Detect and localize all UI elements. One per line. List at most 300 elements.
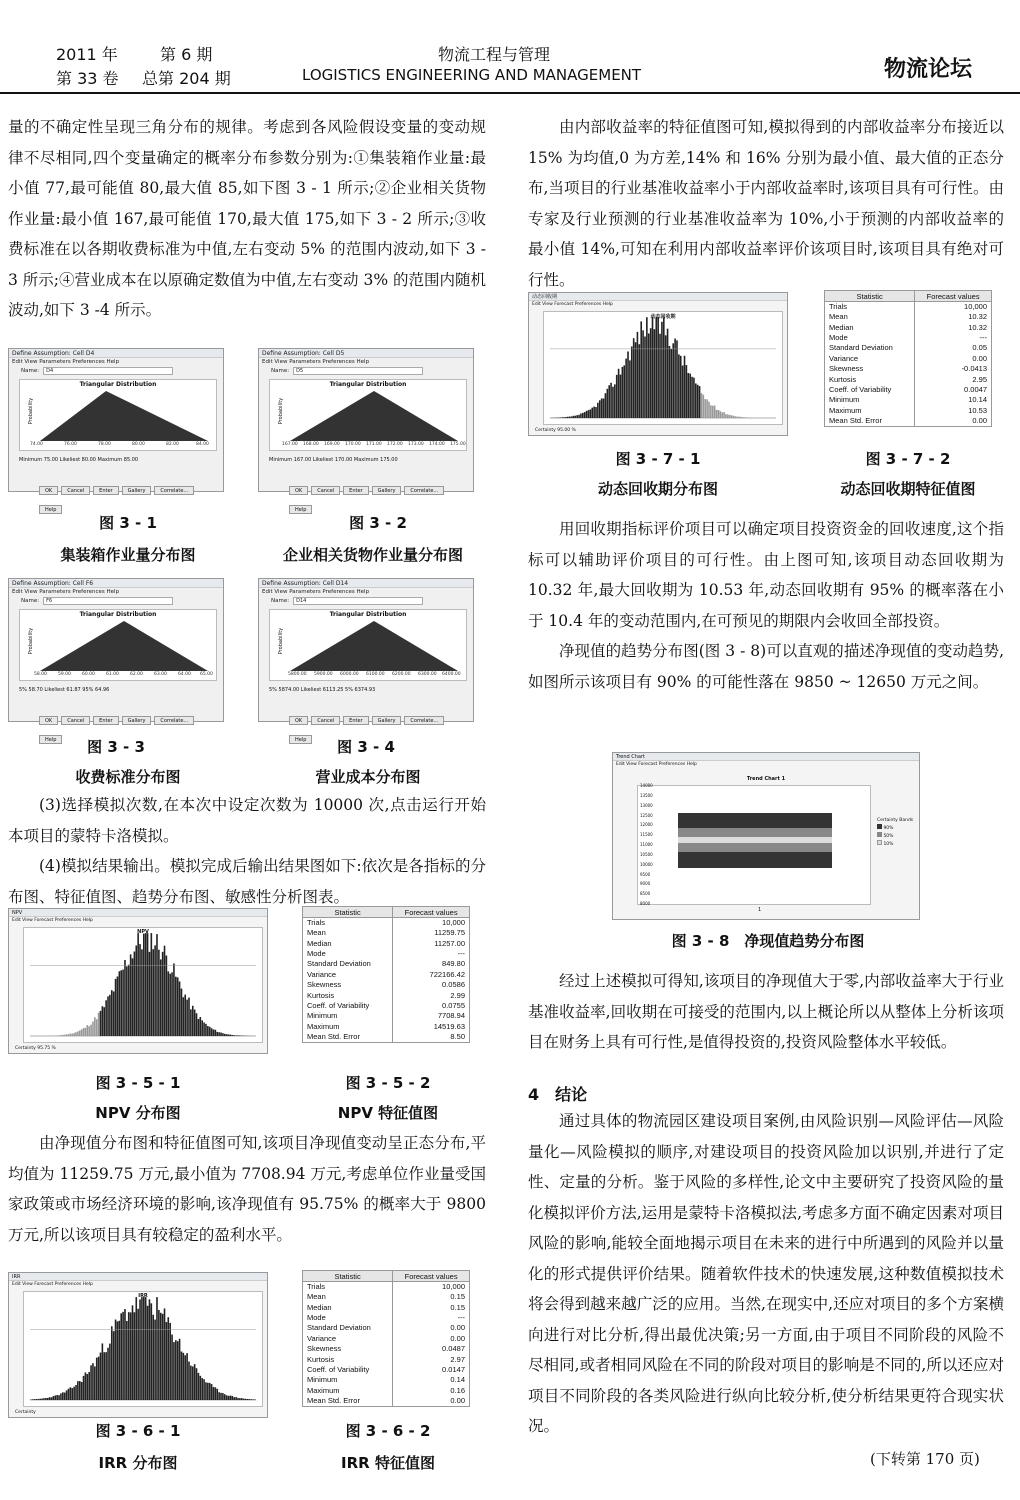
ok-button[interactable]: OK: [39, 486, 58, 495]
paragraph: 量的不确定性呈现三角分布的规律。考虑到各风险假设变量的变动规律不尽相同,四个变量确定的概率分布参数分别为:①集装箱作业量:最小值 77,最可能值 80,最大值 85,如下图 3 - 1 所示;②企业相关货物作业量:最小值 167,最可能值 170,最大值 175,如下 3 - 2 所示;③收费标准在以各期收费标准为中值,左右变动 5% 的范围内波动,如下 3 - 3 所示;④营业成本在以原确定数值为中值,左右变动 3% 的范围内随机波动,如下 3 -4 所示。: [8, 118, 486, 319]
histogram-bar: [87, 1374, 89, 1400]
histogram-bar: [663, 317, 665, 418]
histogram-bar: [200, 1376, 202, 1400]
gallery-button[interactable]: Gallery: [372, 486, 402, 495]
histogram-bar: [71, 1034, 73, 1036]
figure-3-5-1-number: 图 3 - 5 - 1: [95, 1074, 181, 1092]
stat-value: 849.80: [393, 959, 470, 969]
histogram-bar: [682, 365, 684, 418]
histogram-bar: [135, 1297, 137, 1400]
histogram-bar: [578, 415, 580, 418]
header-total-issue: 总第 204 期: [142, 69, 231, 88]
histogram-bar: [627, 351, 629, 418]
assumption-window-f6[interactable]: [8, 578, 224, 743]
histogram-bar: [154, 1320, 156, 1400]
stat-value: 2.99: [393, 990, 470, 1000]
histogram-bar: [68, 1389, 70, 1400]
histogram-bar: [608, 385, 610, 418]
x-tick: 167.00: [282, 442, 298, 447]
stat-value: 0.00: [393, 1323, 470, 1333]
npv-forecast-window[interactable]: [8, 908, 268, 1054]
histogram-bar: [669, 346, 671, 418]
stats-row: [303, 1032, 470, 1043]
certainty-row[interactable]: Certainty 95.75 %: [15, 1046, 56, 1051]
menu-bar[interactable]: Edit View Forecast Preferences Help: [616, 762, 697, 767]
payback-histogram: [544, 312, 782, 424]
name-field[interactable]: D4: [43, 367, 173, 375]
stats-row: [303, 1292, 470, 1302]
histogram-bar: [237, 1398, 239, 1400]
histogram-bar: [171, 1335, 173, 1400]
irr-histogram: [24, 1292, 262, 1406]
legend-label: 50%: [883, 834, 894, 839]
x-tick: 5900.00: [314, 672, 333, 677]
gallery-button[interactable]: Gallery: [372, 716, 402, 725]
y-tick: 13500: [640, 792, 653, 798]
irr-forecast-window[interactable]: [8, 1272, 268, 1418]
figure-3-3-name: 收费标准分布图: [75, 768, 181, 786]
name-field[interactable]: F6: [43, 597, 173, 605]
right-para-2-3: [528, 514, 1004, 697]
histogram-bar: [232, 1035, 234, 1036]
stat-label: Minimum: [303, 1011, 393, 1021]
stats-row: [825, 385, 992, 395]
histogram-bar: [198, 1373, 200, 1400]
right-para-1: [528, 112, 1004, 295]
band-90-lower: [678, 852, 832, 867]
x-tick: 84.00: [196, 442, 209, 447]
name-field[interactable]: D5: [293, 367, 423, 375]
figure-3-1-number: 图 3 - 1: [99, 514, 157, 532]
help-button[interactable]: Help: [39, 505, 62, 514]
histogram-bar: [216, 1389, 218, 1400]
stats-row: [303, 1011, 470, 1021]
histogram-bar: [742, 417, 744, 418]
enter-button[interactable]: Enter: [93, 486, 118, 495]
x-tick: 6000.00: [340, 672, 359, 677]
correlate-button[interactable]: Correlate...: [154, 716, 194, 725]
x-tick: 5800.00: [288, 672, 307, 677]
figure-3-6-1-number: 图 3 - 6 - 1: [95, 1422, 181, 1440]
histogram-bar: [190, 1009, 192, 1036]
histogram-bar: [746, 417, 748, 418]
stats-row: [825, 322, 992, 332]
stats-row: [303, 970, 470, 980]
legend-item-10: [877, 840, 913, 848]
x-tick: 170.00: [345, 442, 361, 447]
menu-bar[interactable]: Edit View Forecast Preferences Help: [532, 302, 613, 307]
legend-item-50: [877, 832, 913, 840]
stats-row: [825, 374, 992, 384]
histogram-bar: [194, 1010, 196, 1036]
certainty-row[interactable]: Certainty 95.00 %: [535, 428, 576, 433]
stat-label: Skewness: [825, 364, 915, 374]
histogram-bar: [252, 1399, 254, 1400]
help-button[interactable]: Help: [39, 735, 62, 744]
y-axis-label: Probability: [278, 397, 285, 425]
histogram-bar: [53, 1396, 55, 1400]
histogram-bar: [175, 977, 177, 1036]
histogram-bar: [661, 322, 663, 418]
histogram-bar: [693, 378, 695, 418]
histogram-bar: [68, 1034, 70, 1036]
histogram-bar: [665, 335, 667, 418]
stat-label: Variance: [303, 1334, 393, 1344]
window-title: Trend Chart: [613, 753, 919, 761]
stats-row: [303, 1282, 470, 1293]
histogram-bar: [228, 1396, 230, 1400]
histogram-bar: [218, 1032, 220, 1036]
window-title: Define Assumption: Cell D5: [259, 349, 473, 358]
stat-value: 0.00: [393, 1334, 470, 1344]
stats-row: [303, 1396, 470, 1407]
header-volume: 第 33 卷: [56, 69, 119, 88]
histogram-bar: [128, 965, 130, 1036]
histogram-bar: [233, 1397, 235, 1400]
histogram-bar: [71, 1388, 73, 1400]
stat-label: Trials: [303, 918, 393, 929]
histogram-bar: [599, 400, 601, 418]
histogram-bar: [135, 946, 137, 1036]
histogram-bar: [96, 1019, 98, 1036]
histogram-bar: [610, 383, 612, 418]
histogram-bar: [98, 1013, 100, 1036]
histogram-bar: [47, 1398, 49, 1400]
parameter-row[interactable]: 5% 5874.00 Likeliest 6113.25 5% 6374.93: [269, 687, 376, 693]
histogram-bar: [703, 395, 705, 418]
figure-3-5-2-name: NPV 特征值图: [337, 1104, 439, 1122]
stat-label: Median: [825, 322, 915, 332]
legend-item-90: [877, 824, 913, 832]
menu-bar[interactable]: Edit View Parameters Preferences Help: [262, 359, 370, 365]
histogram-bar: [92, 1363, 94, 1400]
histogram-bar: [122, 1312, 124, 1400]
stat-value: 0.0755: [393, 1001, 470, 1011]
histogram-bar: [124, 960, 126, 1036]
histogram-bar: [115, 979, 117, 1036]
x-tick: 169.00: [324, 442, 340, 447]
button-row: [39, 477, 209, 513]
stat-label: Kurtosis: [303, 990, 393, 1000]
histogram-bar: [565, 417, 567, 418]
histogram-bar: [34, 1399, 36, 1400]
histogram-bar: [586, 411, 588, 418]
histogram-bar: [582, 413, 584, 418]
cancel-button[interactable]: Cancel: [311, 486, 340, 495]
figure-3-7-1-name: 动态回收期分布图: [597, 480, 718, 498]
histogram-bar: [699, 386, 701, 418]
figure-3-6-1-name: IRR 分布图: [98, 1454, 178, 1472]
x-tick: 74.00: [30, 442, 43, 447]
histogram-bar: [158, 950, 160, 1036]
histogram-bar: [704, 399, 706, 418]
stat-label: Trials: [303, 1282, 393, 1293]
x-tick: 78.00: [98, 442, 111, 447]
histogram-bar: [731, 415, 733, 418]
stat-label: Mean Std. Error: [303, 1032, 393, 1043]
ok-button[interactable]: OK: [289, 486, 308, 495]
stat-value: 10,000: [393, 918, 470, 929]
payback-forecast-window[interactable]: [528, 292, 788, 436]
histogram-bar: [723, 412, 725, 418]
trend-chart-window[interactable]: [612, 752, 920, 920]
histogram-bar: [92, 1022, 94, 1036]
histogram-bar: [134, 952, 136, 1036]
irr-statistics-table: [302, 1270, 470, 1407]
stat-value: 11259.75: [393, 928, 470, 938]
help-button[interactable]: Help: [289, 735, 312, 744]
stats-row: [303, 1313, 470, 1323]
figure-3-6-2-number: 图 3 - 6 - 2: [345, 1422, 431, 1440]
stat-value: 0.16: [393, 1386, 470, 1396]
assumption-window-d14[interactable]: [258, 578, 474, 743]
window-title: Define Assumption: Cell D14: [259, 579, 473, 588]
x-tick: 76.00: [64, 442, 77, 447]
gallery-button[interactable]: Gallery: [122, 716, 152, 725]
y-tick: 10500: [640, 851, 653, 857]
histogram-bar: [119, 971, 121, 1036]
certainty-row[interactable]: Certainty: [15, 1410, 36, 1415]
histogram-bar: [179, 982, 181, 1037]
stat-label: Standard Deviation: [303, 959, 393, 969]
histogram-bar: [623, 365, 625, 418]
histogram-bar: [179, 1339, 181, 1400]
histogram-bar: [232, 1396, 234, 1400]
stats-row: [303, 938, 470, 948]
y-axis-label: Probability: [28, 397, 35, 425]
ok-button[interactable]: OK: [39, 716, 58, 725]
histogram-bar: [689, 374, 691, 418]
x-tick: 6300.00: [418, 672, 437, 677]
menu-bar[interactable]: Edit View Forecast Preferences Help: [12, 918, 93, 923]
stats-row: [825, 343, 992, 353]
help-button[interactable]: Help: [289, 505, 312, 514]
histogram-bar: [81, 1382, 83, 1400]
x-tick: 65.00: [200, 672, 213, 677]
histogram-bar: [226, 1034, 228, 1036]
histogram-bar: [220, 1033, 222, 1036]
histogram-bar: [201, 1378, 203, 1400]
stat-value: 0.05: [915, 343, 992, 353]
histogram-bar: [43, 1398, 45, 1400]
figure-3-5-1-name: NPV 分布图: [95, 1104, 181, 1122]
histogram-bar: [162, 952, 164, 1036]
histogram-bar: [213, 1029, 215, 1036]
histogram-bar: [103, 1352, 105, 1400]
histogram-bar: [62, 1392, 64, 1400]
histogram-bar: [87, 1025, 89, 1036]
stat-label: Mean Std. Error: [303, 1396, 393, 1407]
histogram-bar: [73, 1387, 75, 1400]
x-tick: 168.00: [303, 442, 319, 447]
legend-swatch: [877, 840, 882, 845]
histogram-bar: [120, 970, 122, 1036]
chart-title: IRR: [138, 1293, 148, 1299]
button-row: [39, 707, 209, 743]
name-label: Name:: [21, 598, 40, 604]
histogram-bar: [727, 414, 729, 418]
paragraph: 经过上述模拟可得知,该项目的净现值大于零,内部收益率大于行业基准收益率,回收期在可接受的范围内,以上概论所以从整体上分析该项目在财务上具有可行性,是值得投资的,投资风险整体水平较低。: [528, 972, 1004, 1051]
stat-value: 10,000: [393, 1282, 470, 1293]
histogram-bar: [79, 1030, 81, 1036]
enter-button[interactable]: Enter: [93, 716, 118, 725]
stat-label: Coeff. of Variability: [303, 1365, 393, 1375]
gallery-button[interactable]: Gallery: [122, 486, 152, 495]
histogram-bar: [70, 1034, 72, 1036]
stat-label: Mean: [303, 1292, 393, 1302]
stat-value: 2.95: [915, 374, 992, 384]
figure-3-4-number: 图 3 - 4: [337, 738, 395, 756]
menu-bar[interactable]: Edit View Parameters Preferences Help: [262, 589, 370, 595]
histogram-bar: [224, 1034, 226, 1036]
histogram-bar: [126, 1321, 128, 1400]
histogram-bar: [175, 1340, 177, 1400]
y-tick: 12000: [640, 822, 653, 828]
stat-label: Kurtosis: [303, 1354, 393, 1364]
x-tick: 1: [758, 907, 762, 913]
stat-value: 8.50: [393, 1032, 470, 1043]
stats-body: [303, 918, 470, 1043]
histogram-bar: [729, 415, 731, 418]
histogram-bar: [239, 1035, 241, 1036]
histogram-bar: [740, 417, 742, 418]
histogram-bar: [595, 407, 597, 418]
menu-bar[interactable]: Edit View Parameters Preferences Help: [12, 589, 120, 595]
histogram-bar: [706, 399, 708, 418]
cancel-button[interactable]: Cancel: [61, 716, 90, 725]
cancel-button[interactable]: Cancel: [61, 486, 90, 495]
histogram-bar: [94, 1366, 96, 1400]
histogram-bar: [716, 410, 718, 418]
histogram-bar: [710, 405, 712, 418]
window-title: NPV: [9, 909, 267, 917]
histogram-bar: [691, 377, 693, 418]
histogram-bar: [109, 1344, 111, 1400]
correlate-button[interactable]: Correlate...: [404, 716, 444, 725]
histogram-bar: [205, 1024, 207, 1036]
histogram-bar: [60, 1035, 62, 1036]
x-tick: 172.00: [387, 442, 403, 447]
histogram-bar: [211, 1028, 213, 1036]
histogram-bar: [132, 958, 134, 1036]
parameter-row[interactable]: 5% 58.70 Likeliest 61.87 95% 64.96: [19, 687, 110, 693]
histogram-bar: [169, 1323, 171, 1400]
histogram-bar: [215, 1030, 217, 1036]
value-header: Forecast values: [393, 907, 470, 918]
histogram-bar: [205, 1382, 207, 1400]
histogram-bar: [152, 1315, 154, 1400]
parameter-row[interactable]: Minimum 167.00 Likeliest 170.00 Maximum 175.00: [269, 457, 398, 463]
figure-3-7-2-number: 图 3 - 7 - 2: [865, 450, 951, 468]
distribution-title: Triangular Distribution: [79, 611, 157, 618]
histogram-bar: [614, 384, 616, 418]
histogram-bar: [612, 387, 614, 418]
right-para-5: [528, 1106, 1004, 1442]
figure-3-2-number: 图 3 - 2: [349, 514, 407, 532]
histogram-bar: [697, 385, 699, 418]
histogram-bar: [164, 1308, 166, 1400]
histogram-bar: [173, 963, 175, 1036]
histogram-bar: [183, 1353, 185, 1400]
continued-note: (下转第 170 页): [870, 1450, 980, 1468]
histogram-bar: [635, 342, 637, 418]
histogram-bar: [237, 1035, 239, 1036]
histogram-bar: [192, 1366, 194, 1400]
histogram-bar: [640, 321, 642, 418]
histogram-bar: [603, 398, 605, 418]
correlate-button[interactable]: Correlate...: [154, 486, 194, 495]
parameter-row[interactable]: Minimum 75.00 Likeliest 80.00 Maximum 85.00: [19, 457, 139, 463]
enter-button[interactable]: Enter: [343, 486, 368, 495]
histogram-bar: [209, 1027, 211, 1036]
histogram-bar: [674, 339, 676, 418]
histogram-bar: [120, 1313, 122, 1400]
histogram-bar: [56, 1395, 58, 1400]
histogram-bar: [712, 406, 714, 418]
histogram-bar: [228, 1034, 230, 1036]
histogram-bar: [181, 1352, 183, 1400]
stat-value: 10,000: [915, 302, 992, 313]
name-field[interactable]: D14: [293, 597, 423, 605]
stats-row: [825, 333, 992, 343]
legend-label: 10%: [883, 842, 894, 847]
menu-bar[interactable]: Edit View Parameters Preferences Help: [12, 359, 120, 365]
histogram-bar: [64, 1393, 66, 1400]
histogram-bar: [211, 1384, 213, 1400]
trend-legend: [877, 817, 913, 848]
figure-3-5-2-number: 图 3 - 5 - 2: [345, 1074, 431, 1092]
histogram-bar: [241, 1398, 243, 1400]
histogram-bar: [198, 1019, 200, 1036]
histogram-bar: [70, 1387, 72, 1400]
histogram-bar: [39, 1399, 41, 1400]
histogram-bar: [207, 1026, 209, 1036]
menu-bar[interactable]: Edit View Forecast Preferences Help: [12, 1282, 93, 1287]
name-label: Name:: [21, 368, 40, 374]
distribution-plot: [19, 609, 217, 681]
x-tick: 60.00: [82, 672, 95, 677]
name-label: Name:: [271, 598, 290, 604]
assumption-window-d4[interactable]: [8, 348, 224, 513]
stats-row: [303, 1386, 470, 1396]
histogram-bar: [192, 1006, 194, 1036]
histogram-bar: [62, 1035, 64, 1036]
cancel-button[interactable]: Cancel: [311, 716, 340, 725]
assumption-window-d5[interactable]: [258, 348, 474, 513]
histogram-bar: [203, 1022, 205, 1036]
enter-button[interactable]: Enter: [343, 716, 368, 725]
histogram-bar: [601, 398, 603, 418]
histogram-bar: [130, 1312, 132, 1400]
payback-statistics-table: [824, 290, 992, 427]
histogram-bar: [620, 375, 622, 418]
stat-header: Statistic: [303, 907, 393, 918]
value-header: Forecast values: [393, 1271, 470, 1282]
correlate-button[interactable]: Correlate...: [404, 486, 444, 495]
histogram-bar: [222, 1033, 224, 1036]
histogram-bar: [701, 393, 703, 418]
histogram-bar: [593, 407, 595, 418]
histogram-bar: [105, 1352, 107, 1400]
band-50-upper: [678, 828, 832, 837]
ok-button[interactable]: OK: [289, 716, 308, 725]
histogram-bar: [622, 367, 624, 418]
stat-value: 2.97: [393, 1354, 470, 1364]
paragraph: 由净现值分布图和特征值图可知,该项目净现值变动呈正态分布,平均值为 11259.75 万元,最小值为 7708.94 万元,考虑单位作业量受国家政策或市场经济环境的影响,该净现值有 95.75% 的概率大于 9800 万元,所以该项目具有较稳定的盈利水平。: [8, 1134, 486, 1244]
paragraph: 由内部收益率的特征值图可知,模拟得到的内部收益率分布接近以 15% 为均值,0 为方差,14% 和 16% 分别为最小值、最大值的正态分布,当项目的行业基准收益率小于内部收益率时,该项目具有可行性。由专家及行业预测的行业基准收益率为 10%,小于预测的内部收益率的最小值 14%,可知在利用内部收益率评价该项目时,该项目具有绝对可行性。: [528, 118, 1004, 289]
histogram-bar: [207, 1383, 209, 1400]
histogram-bar: [184, 995, 186, 1036]
